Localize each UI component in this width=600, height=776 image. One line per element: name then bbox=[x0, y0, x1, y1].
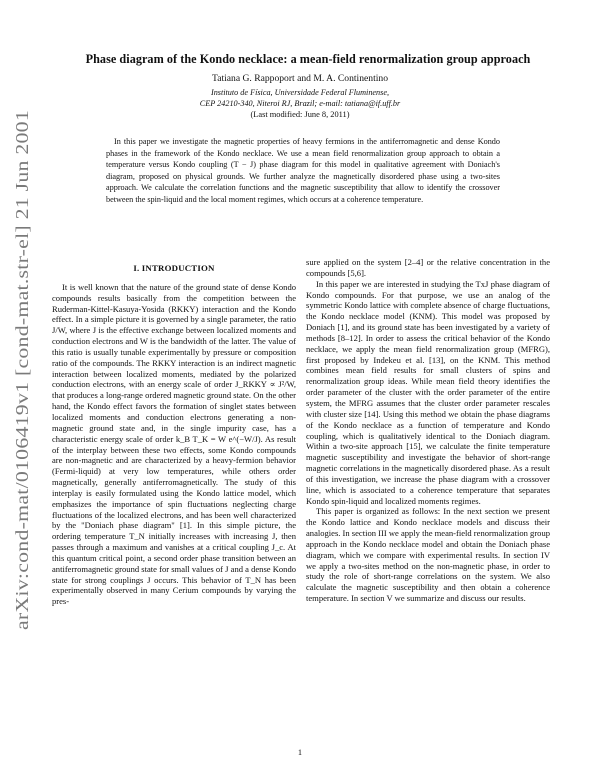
intro-paragraph-2: In this paper we are interested in studying the TxJ phase diagram of Kondo compounds. For that purpose, we use an analog of the symmetric Kondo lattice with complete absence of charge fluctuations, the Kondo necklace model (KNM). This model was proposed by Doniach [1], and its ground state has been investigated by a variety of methods [8–12]. In order to assess the critical behavior of the Kondo necklace, we apply the mean field renormalization group (MFRG), first proposed by Indekeu et al. [13], on the KNM. This method combines mean field results for small clusters of spins and renormalization group ideas. While mean field theory identifies the order parameter of the cluster with the order parameter of the entire system, the MFRG assumes that the cluster order parameter rescales with cluster size [14]. Using this method we obtain the phase diagrams of the Kondo necklace as a function of temperature and Kondo coupling, which is qualitatively identical to the Doniach diagram. Within a two-site approach [15], we calculate the finite temperature magnetic susceptibility and investigate the behavior of short-range magnetic correlations in the magnetically disordered phase. As a result of this investigation, we increase the phase diagram with a crossover line, which is associated to a coherence temperature that separates Kondo spin-liquid and localized moments regimes. bbox=[306, 278, 550, 506]
arxiv-side-stamp bbox=[2, 110, 38, 630]
intro-paragraph-3: This paper is organized as follows: In the next section we present the Kondo lattice and Kondo necklace models and discuss their analogies. In section III we apply the mean-field renormalization group approach in the Kondo necklace model and obtain the Doniach phase diagram, which we compare with experimental results. In section IV we apply a two-sites method on the non-magnetic phase, in order to study the role of short-range correlations on the system. We also calculate the magnetic susceptibility and then obtain a coherence temperature. In section V we summarize and discuss our results. bbox=[306, 506, 550, 604]
left-column bbox=[52, 255, 296, 607]
abstract: In this paper we investigate the magnetic properties of heavy fermions in the antiferromagnetic and dense Kondo phases in the framework of the Kondo necklace. We use a mean field renormalization group approach to obtain a temperature versus Kondo coupling (T − J) phase diagram for this model in qualitative agreement with Doniach's diagram, proposed on physical grounds. We further analyze the magnetically disordered phase using a two-sites approach. We calculate the correlation functions and the magnetic susceptibility that allow to identify the crossover between the spin-liquid and the local moment regimes, which occurs at a coherence temperature. bbox=[106, 137, 500, 204]
intro-paragraph-1: It is well known that the nature of the ground state of dense Kondo compounds results basically from the competition between the Ruderman-Kittel-Kasuya-Yosida (RKKY) interaction and the Kondo effect. In a simple picture it is governed by a single parameter, the ratio J/W, where J is the effective exchange between localized moments and conduction electrons and W is the bandwidth of the latter. The value of this ratio is usually tunable experimentally by pressure or composition ratio of the compounds. The RKKY interaction is an indirect magnetic interaction between localized moments, mediated by the polarized conduction electrons, with an energy scale of order J_RKKY ∝ J²/W, that produces a long-range ordered magnetic ground state. On the other hand, the Kondo effect favors the formation of singlet states between localized moments and conduction electrons generating a non-magnetic ground state and, in the single impurity case, has a characteristic energy scale of order k_B T_K = W e^(−W/J). As result of the interplay between these two effects, some Kondo compounds are non-magnetic and are characterized by a heavy-fermion behavior (Fermi-liquid) at very low temperatures, while others order magnetically, generally antiferromagnetically. The study of this interplay is easily formulated using the Kondo lattice model, which emphasizes the importance of spin fluctuations neglecting charge fluctuations of the localized electrons, and has been well characterized by the "Doniach phase diagram" [1]. In this simple picture, the ordering temperature T_N initially increases with increasing J, then passes through a maximum and vanishes at a critical coupling J_c. At this quantum critical point, a second order phase transition between an antiferromagnetic ground state for small values of J and a dense Kondo state for strong couplings J occurs. This behavior of T_N has been experimentally observed in many Cerium compounds by varying the pres- bbox=[52, 281, 296, 607]
arxiv-side-stamp-text: arXiv:cond-mat/0106419v1 [cond-mat.str-el] 21 Jun 2001 bbox=[12, 212, 32, 630]
intro-paragraph-1-continued: sure applied on the system [2–4] or the relative concentration in the compounds [5,6]. bbox=[306, 257, 550, 278]
page-number: 1 bbox=[297, 748, 303, 757]
paper-authors: Tatiana G. Rappoport and M. A. Continentino bbox=[212, 73, 388, 84]
affiliation-line-1: Instituto de Física, Universidade Federal Fluminense, bbox=[210, 88, 390, 97]
paper-title: Phase diagram of the Kondo necklace: a mean-field renormalization group approach bbox=[85, 52, 531, 66]
last-modified-date: (Last modified: June 8, 2011) bbox=[250, 110, 350, 119]
right-column bbox=[306, 257, 550, 604]
affiliation-line-2: CEP 24210-340, Niteroi RJ, Brazil; e-mail: tatiana@if.uff.br bbox=[199, 99, 401, 108]
section-heading: I. INTRODUCTION bbox=[133, 263, 215, 273]
arxiv-side-stamp-svg bbox=[2, 110, 38, 630]
